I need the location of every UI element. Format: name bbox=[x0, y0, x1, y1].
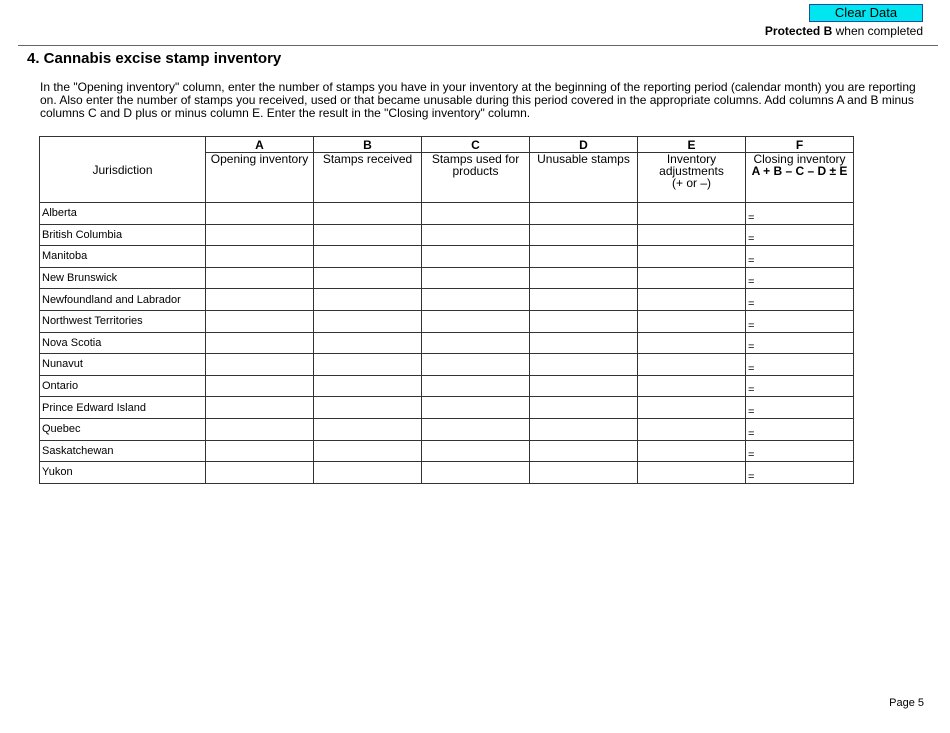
equals-sign: = bbox=[748, 405, 755, 418]
jurisdiction-name: Alberta bbox=[40, 203, 206, 225]
input-cell-b[interactable] bbox=[314, 203, 422, 225]
input-cell-b[interactable] bbox=[314, 332, 422, 354]
input-cell-a[interactable] bbox=[206, 310, 314, 332]
input-cell-d[interactable] bbox=[530, 375, 638, 397]
input-cell-e[interactable] bbox=[638, 246, 746, 268]
column-label-opening: Opening inventory bbox=[206, 153, 314, 203]
column-label-used: Stamps used for products bbox=[422, 153, 530, 203]
column-letter-b: B bbox=[314, 137, 422, 153]
jurisdiction-header: Jurisdiction bbox=[40, 137, 206, 203]
column-letter-c: C bbox=[422, 137, 530, 153]
table-row bbox=[40, 397, 854, 419]
column-label-adjustments bbox=[638, 153, 746, 203]
closing-inventory-cell[interactable] bbox=[746, 332, 854, 354]
closing-inventory-cell[interactable] bbox=[746, 440, 854, 462]
closing-inventory-cell[interactable] bbox=[746, 224, 854, 246]
instructions-text: In the "Opening inventory" column, enter the number of stamps you have in your inventory at the beginning of the reporting period (calendar month) you are reporting on. Also enter the number of stamps you received, used or that became unusable during this period covered in the appropriate columns. Add columns A and B minus columns C and D plus or minus column E. Enter the result in the "Closing inventory" column. bbox=[40, 80, 916, 120]
equals-sign: = bbox=[748, 470, 755, 483]
jurisdiction-name: Manitoba bbox=[40, 246, 206, 268]
closing-inventory-cell[interactable] bbox=[746, 267, 854, 289]
input-cell-b[interactable] bbox=[314, 246, 422, 268]
input-cell-e[interactable] bbox=[638, 289, 746, 311]
input-cell-d[interactable] bbox=[530, 440, 638, 462]
input-cell-e[interactable] bbox=[638, 397, 746, 419]
input-cell-c[interactable] bbox=[422, 418, 530, 440]
input-cell-c[interactable] bbox=[422, 246, 530, 268]
jurisdiction-name: Quebec bbox=[40, 418, 206, 440]
input-cell-d[interactable] bbox=[530, 354, 638, 376]
input-cell-a[interactable] bbox=[206, 289, 314, 311]
equals-sign: = bbox=[748, 211, 755, 224]
section-title: 4. Cannabis excise stamp inventory bbox=[27, 50, 282, 67]
input-cell-d[interactable] bbox=[530, 203, 638, 225]
table-row bbox=[40, 224, 854, 246]
equals-sign: = bbox=[748, 254, 755, 267]
column-label-received: Stamps received bbox=[314, 153, 422, 203]
jurisdiction-name: Newfoundland and Labrador bbox=[40, 289, 206, 311]
input-cell-e[interactable] bbox=[638, 203, 746, 225]
input-cell-d[interactable] bbox=[530, 246, 638, 268]
input-cell-c[interactable] bbox=[422, 397, 530, 419]
equals-sign: = bbox=[748, 341, 755, 354]
input-cell-c[interactable] bbox=[422, 354, 530, 376]
jurisdiction-name: Ontario bbox=[40, 375, 206, 397]
input-cell-d[interactable] bbox=[530, 289, 638, 311]
equals-sign: = bbox=[748, 276, 755, 289]
input-cell-a[interactable] bbox=[206, 267, 314, 289]
table-row bbox=[40, 203, 854, 225]
input-cell-e[interactable] bbox=[638, 354, 746, 376]
table-row bbox=[40, 289, 854, 311]
closing-inventory-cell[interactable] bbox=[746, 246, 854, 268]
input-cell-a[interactable] bbox=[206, 397, 314, 419]
closing-inventory-cell[interactable] bbox=[746, 310, 854, 332]
jurisdiction-name: Prince Edward Island bbox=[40, 397, 206, 419]
input-cell-e[interactable] bbox=[638, 332, 746, 354]
input-cell-a[interactable] bbox=[206, 440, 314, 462]
page-number: Page 5 bbox=[889, 697, 924, 709]
closing-inventory-cell[interactable] bbox=[746, 203, 854, 225]
jurisdiction-name: New Brunswick bbox=[40, 267, 206, 289]
protected-b-label bbox=[765, 24, 923, 38]
table-row bbox=[40, 440, 854, 462]
input-cell-c[interactable] bbox=[422, 203, 530, 225]
input-cell-c[interactable] bbox=[422, 375, 530, 397]
equals-sign: = bbox=[748, 449, 755, 462]
adjustments-note: (+ or –) bbox=[671, 176, 711, 190]
closing-formula: A + B – C – D ± E bbox=[751, 164, 848, 178]
jurisdiction-name: Northwest Territories bbox=[40, 310, 206, 332]
column-letter-e: E bbox=[638, 137, 746, 153]
input-cell-d[interactable] bbox=[530, 462, 638, 484]
input-cell-d[interactable] bbox=[530, 224, 638, 246]
input-cell-d[interactable] bbox=[530, 397, 638, 419]
table-row bbox=[40, 418, 854, 440]
column-label-closing bbox=[746, 153, 854, 203]
input-cell-b[interactable] bbox=[314, 267, 422, 289]
closing-inventory-cell[interactable] bbox=[746, 354, 854, 376]
equals-sign: = bbox=[748, 384, 755, 397]
input-cell-d[interactable] bbox=[530, 418, 638, 440]
input-cell-a[interactable] bbox=[206, 375, 314, 397]
header-rule bbox=[18, 45, 938, 46]
input-cell-a[interactable] bbox=[206, 203, 314, 225]
table-row bbox=[40, 267, 854, 289]
input-cell-e[interactable] bbox=[638, 418, 746, 440]
input-cell-b[interactable] bbox=[314, 224, 422, 246]
input-cell-a[interactable] bbox=[206, 332, 314, 354]
input-cell-b[interactable] bbox=[314, 354, 422, 376]
input-cell-e[interactable] bbox=[638, 462, 746, 484]
input-cell-b[interactable] bbox=[314, 440, 422, 462]
input-cell-c[interactable] bbox=[422, 224, 530, 246]
clear-data-button[interactable]: Clear Data bbox=[809, 4, 923, 22]
input-cell-c[interactable] bbox=[422, 289, 530, 311]
table-row bbox=[40, 375, 854, 397]
input-cell-c[interactable] bbox=[422, 440, 530, 462]
closing-inventory-cell[interactable] bbox=[746, 418, 854, 440]
input-cell-c[interactable] bbox=[422, 332, 530, 354]
input-cell-a[interactable] bbox=[206, 246, 314, 268]
protected-b-bold: Protected B bbox=[764, 24, 833, 38]
jurisdiction-rows bbox=[40, 203, 854, 484]
jurisdiction-name: British Columbia bbox=[40, 224, 206, 246]
jurisdiction-name: Nova Scotia bbox=[40, 332, 206, 354]
input-cell-d[interactable] bbox=[530, 267, 638, 289]
input-cell-b[interactable] bbox=[314, 289, 422, 311]
equals-sign: = bbox=[748, 297, 755, 310]
equals-sign: = bbox=[748, 319, 755, 332]
protected-b-rest: when completed bbox=[835, 24, 923, 38]
input-cell-a[interactable] bbox=[206, 462, 314, 484]
input-cell-d[interactable] bbox=[530, 310, 638, 332]
input-cell-a[interactable] bbox=[206, 224, 314, 246]
table-row bbox=[40, 246, 854, 268]
equals-sign: = bbox=[748, 362, 755, 375]
input-cell-b[interactable] bbox=[314, 310, 422, 332]
adjustments-label: Inventory adjustments bbox=[659, 152, 724, 178]
column-letter-a: A bbox=[206, 137, 314, 153]
input-cell-e[interactable] bbox=[638, 224, 746, 246]
equals-sign: = bbox=[748, 427, 755, 440]
jurisdiction-name: Nunavut bbox=[40, 354, 206, 376]
input-cell-e[interactable] bbox=[638, 440, 746, 462]
jurisdiction-name: Yukon bbox=[40, 462, 206, 484]
table-row bbox=[40, 462, 854, 484]
column-letter-d: D bbox=[530, 137, 638, 153]
jurisdiction-name: Saskatchewan bbox=[40, 440, 206, 462]
table-row bbox=[40, 354, 854, 376]
column-letter-f: F bbox=[746, 137, 854, 153]
input-cell-c[interactable] bbox=[422, 310, 530, 332]
closing-inventory-cell[interactable] bbox=[746, 375, 854, 397]
column-label-unusable: Unusable stamps bbox=[530, 153, 638, 203]
closing-inventory-cell[interactable] bbox=[746, 462, 854, 484]
input-cell-a[interactable] bbox=[206, 354, 314, 376]
closing-inventory-cell[interactable] bbox=[746, 289, 854, 311]
table-row bbox=[40, 310, 854, 332]
input-cell-d[interactable] bbox=[530, 332, 638, 354]
closing-inventory-cell[interactable] bbox=[746, 397, 854, 419]
equals-sign: = bbox=[748, 233, 755, 246]
input-cell-c[interactable] bbox=[422, 462, 530, 484]
input-cell-a[interactable] bbox=[206, 418, 314, 440]
input-cell-b[interactable] bbox=[314, 397, 422, 419]
input-cell-b[interactable] bbox=[314, 462, 422, 484]
input-cell-c[interactable] bbox=[422, 267, 530, 289]
input-cell-b[interactable] bbox=[314, 418, 422, 440]
inventory-table bbox=[39, 136, 854, 484]
table-row bbox=[40, 332, 854, 354]
closing-label: Closing inventory bbox=[753, 152, 846, 166]
input-cell-e[interactable] bbox=[638, 310, 746, 332]
input-cell-b[interactable] bbox=[314, 375, 422, 397]
input-cell-e[interactable] bbox=[638, 267, 746, 289]
input-cell-e[interactable] bbox=[638, 375, 746, 397]
